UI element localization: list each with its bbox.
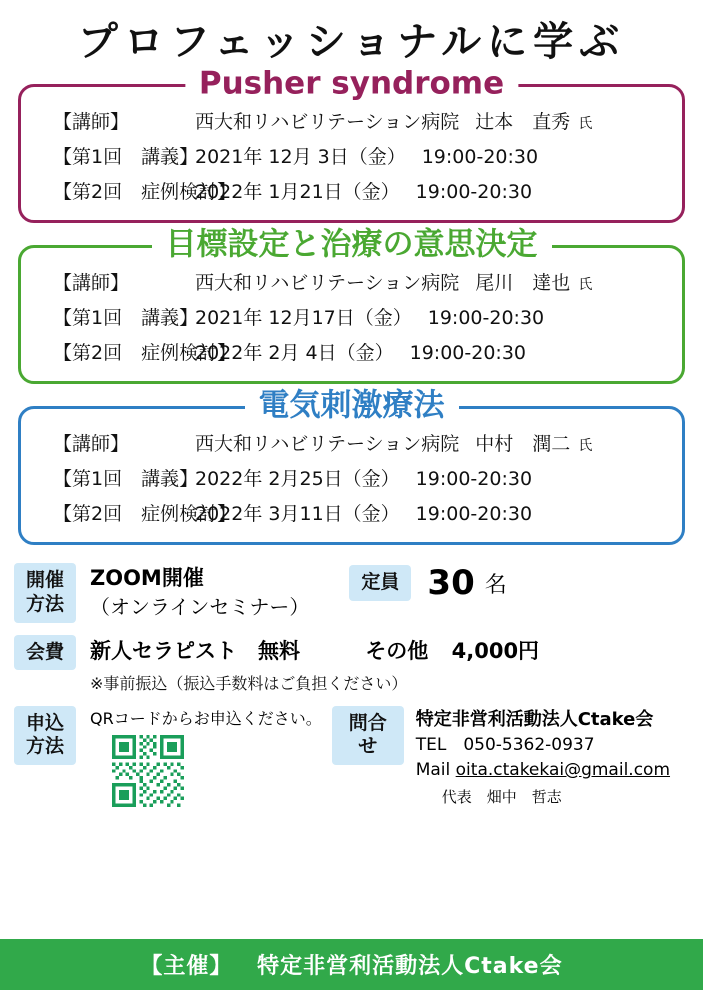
lecturer-name: 尾川 達也 [475, 272, 571, 294]
lecturer-tag: 【講師】 [53, 433, 130, 455]
session-time: 19:00-20:30 [415, 503, 533, 525]
capacity-unit: 名 [484, 573, 507, 598]
lecturer-row [31, 425, 672, 460]
lecturer-suffix: 氏 [578, 277, 593, 293]
session-tag: 【第2回 症例検討】 [53, 342, 237, 364]
capacity-number: 30 [427, 563, 475, 603]
apply-chip-line1: 申込 [25, 711, 64, 734]
session-time: 19:00-20:30 [421, 146, 539, 168]
section-pusher-syndrome [18, 65, 685, 223]
session-time: 19:00-20:30 [409, 342, 526, 364]
lecturer-name: 中村 潤二 [475, 433, 571, 455]
fee-other-label: その他 [365, 638, 429, 663]
hold-method-line2: （オンラインセミナー） [90, 595, 310, 620]
contact-mail-address[interactable]: oita.ctakekai@gmail.com [455, 760, 671, 780]
info-area [14, 563, 689, 811]
capacity-chip: 定員 [349, 565, 411, 601]
apply-chip-line2: 方法 [25, 735, 64, 758]
hold-method-line1: ZOOM開催 [90, 566, 204, 590]
session-tag: 【第1回 講義】 [53, 468, 199, 490]
session-time: 19:00-20:30 [427, 307, 545, 329]
fee-row [14, 635, 689, 694]
lecturer-suffix: 氏 [578, 438, 593, 454]
section-box [18, 406, 685, 545]
section-title: Pusher syndrome [185, 66, 518, 100]
contact-representative: 代表 畑中 哲志 [441, 787, 562, 806]
session-tag: 【第1回 講義】 [53, 307, 199, 329]
apply-note: QRコードからお申込ください。 [90, 708, 322, 728]
apply-method-chip [14, 706, 76, 766]
session-date: 2021年 12月 3日（金） [195, 146, 406, 168]
fee-chip: 会費 [14, 635, 76, 671]
lecturer-tag: 【講師】 [53, 272, 130, 294]
session-date: 2022年 3月11日（金） [195, 503, 400, 525]
lecturer-affiliation: 西大和リハビリテーション病院 [195, 111, 460, 133]
fee-other-price: 4,000円 [451, 638, 540, 663]
lecturer-affiliation: 西大和リハビリテーション病院 [195, 272, 460, 294]
session-time: 19:00-20:30 [415, 181, 533, 203]
fee-line [90, 635, 539, 665]
fee-new-therapist: 新人セラピスト 無料 [90, 638, 300, 663]
hold-method-chip [14, 563, 76, 623]
footer-host-bar [0, 939, 703, 990]
lecturer-row [31, 103, 672, 138]
contact-mail-label: Mail [415, 760, 451, 780]
section-electrical-stimulation [18, 387, 685, 545]
contact-mail-row [416, 758, 670, 784]
apply-value [90, 706, 322, 811]
session-time: 19:00-20:30 [415, 468, 533, 490]
session-tag: 【第2回 症例検討】 [53, 503, 237, 525]
session-row [31, 334, 672, 369]
page-title: プロフェッショナルに学ぶ [77, 19, 626, 65]
lecturer-affiliation: 西大和リハビリテーション病院 [195, 433, 460, 455]
contact-details [416, 706, 670, 811]
session-row [31, 495, 672, 530]
session-row [31, 173, 672, 208]
lecturer-tag: 【講師】 [53, 111, 130, 133]
hold-method-chip-line1: 開催 [25, 569, 64, 591]
session-date: 2022年 1月21日（金） [195, 181, 400, 203]
session-row [31, 460, 672, 495]
footer-host-label: 【主催】 [140, 954, 233, 979]
section-box [18, 84, 685, 223]
contact-chip: 問合せ [332, 706, 404, 766]
section-title: 目標設定と治療の意思決定 [152, 227, 552, 261]
capacity-group [349, 563, 506, 603]
hold-method-row [14, 563, 689, 623]
section-goal-setting [18, 226, 685, 384]
section-box [18, 245, 685, 384]
fee-value [90, 635, 539, 694]
session-row [31, 138, 672, 173]
contact-tel: TEL 050-5362-0937 [415, 734, 595, 755]
lecturer-name: 辻本 直秀 [475, 111, 571, 133]
session-date: 2022年 2月 4日（金） [195, 342, 394, 364]
session-tag: 【第2回 症例検討】 [53, 181, 237, 203]
apply-row [14, 706, 689, 811]
fee-note: ※事前振込（振込手数料はご負担ください） [90, 673, 408, 693]
contact-org: 特定非営利活動法人Ctake会 [415, 708, 654, 730]
lecturer-suffix: 氏 [578, 116, 593, 132]
contact-group [332, 706, 670, 811]
lecturer-row [31, 264, 672, 299]
footer-host-name: 特定非営利活動法人Ctake会 [257, 954, 563, 979]
hold-method-chip-line2: 方法 [25, 592, 64, 615]
session-date: 2022年 2月25日（金） [195, 468, 400, 490]
section-title: 電気刺激療法 [245, 388, 459, 422]
qr-code-icon [112, 735, 184, 807]
hold-method-value [90, 563, 309, 622]
session-row [31, 299, 672, 334]
session-tag: 【第1回 講義】 [53, 146, 199, 168]
session-date: 2021年 12月17日（金） [195, 307, 412, 329]
